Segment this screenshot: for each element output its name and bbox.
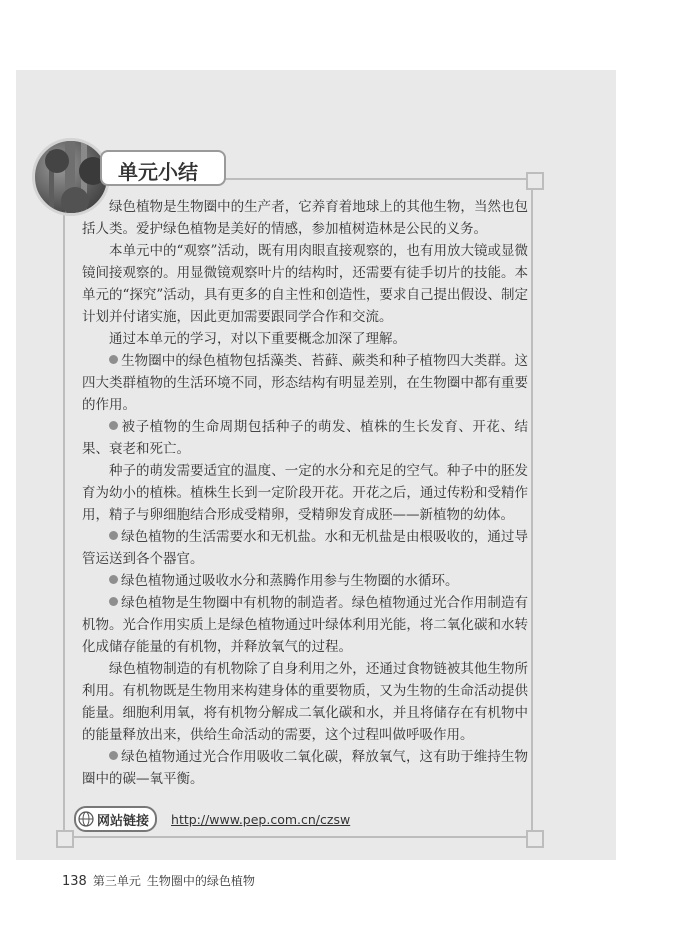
section-title: 单元小结 [118,160,198,184]
paragraph-text: 生物圈中的绿色植物包括藻类、苔藓、蕨类和种子植物四大类群。这四大类群植物的生活环境不同，形态结构有明显差别，在生物圈中都有重要的作用。 [82,353,528,413]
bullet-paragraph [82,570,528,592]
paragraph [82,460,528,526]
paragraph [82,658,528,746]
bullet-dot-icon [109,597,118,606]
bullet-dot-icon [109,751,118,760]
summary-body [82,196,528,790]
unit-title: 生物圈中的绿色植物 [146,874,255,888]
paragraph-text: 绿色植物通过吸收水分和蒸腾作用参与生物圈的水循环。 [121,573,459,589]
globe-icon [78,811,94,827]
unit-label: 第三单元 [92,874,141,888]
website-link-badge [74,806,157,832]
website-link-row [74,806,350,832]
bullet-dot-icon [109,421,118,430]
frame-corner-top-right [526,172,544,190]
paragraph-text: 绿色植物的生活需要水和无机盐。水和无机盐是由根吸收的，通过导管运送到各个器官。 [82,529,528,567]
paragraph [82,196,528,240]
page-footer [62,872,255,889]
paragraph-text: 种子的萌发需要适宜的温度、一定的水分和充足的空气。种子中的胚发育为幼小的植株。植株生长到一定阶段开花。开花之后，通过传粉和受精作用，精子与卵细胞结合形成受精卵，受精卵发育成胚——新植物的幼体。 [82,463,528,523]
paragraph [82,328,528,350]
bullet-paragraph [82,592,528,658]
bullet-dot-icon [109,575,118,584]
bullet-paragraph [82,526,528,570]
frame-corner-bottom-left [56,830,74,848]
paragraph-text: 绿色植物是生物圈中有机物的制造者。绿色植物通过光合作用制造有机物。光合作用实质上是绿色植物通过叶绿体利用光能，将二氧化碳和水转化成储存能量的有机物，并释放氧气的过程。 [82,595,528,655]
paragraph-text: 绿色植物是生物圈中的生产者，它养育着地球上的其他生物，当然也包括人类。爱护绿色植物是美好的情感，参加植树造林是公民的义务。 [82,199,528,237]
bullet-paragraph [82,416,528,460]
paragraph [82,240,528,328]
website-link-label: 网站链接 [97,813,150,829]
bullet-paragraph [82,746,528,790]
website-url-link[interactable]: http://www.pep.com.cn/czsw [171,811,351,827]
paragraph-text: 本单元中的“观察”活动，既有用肉眼直接观察的，也有用放大镜或显微镜间接观察的。用显微镜观察叶片的结构时，还需要有徒手切片的技能。本单元的“探究”活动，具有更多的自主性和创造性，要求自己提出假设、制定计划并付诸实施，因此更加需要跟同学合作和交流。 [82,243,528,325]
paragraph-text: 绿色植物制造的有机物除了自身利用之外，还通过食物链被其他生物所利用。有机物既是生物用来构建身体的重要物质，又为生物的生命活动提供能量。细胞利用氧，将有机物分解成二氧化碳和水，并且将储存在有机物中的能量释放出来，供给生命活动的需要，这个过程叫做呼吸作用。 [82,661,528,743]
bullet-paragraph [82,350,528,416]
frame-corner-bottom-right [526,830,544,848]
bullet-dot-icon [109,355,118,364]
page-number: 138 [62,874,87,889]
paragraph-text: 通过本单元的学习，对以下重要概念加深了理解。 [109,331,406,347]
paragraph-text: 绿色植物通过光合作用吸收二氧化碳，释放氧气，这有助于维持生物圈中的碳—氧平衡。 [82,749,528,787]
page-top-margin [0,0,692,70]
paragraph-text: 被子植物的生命周期包括种子的萌发、植株的生长发育、开花、结果、衰老和死亡。 [82,419,528,457]
bullet-dot-icon [109,531,118,540]
